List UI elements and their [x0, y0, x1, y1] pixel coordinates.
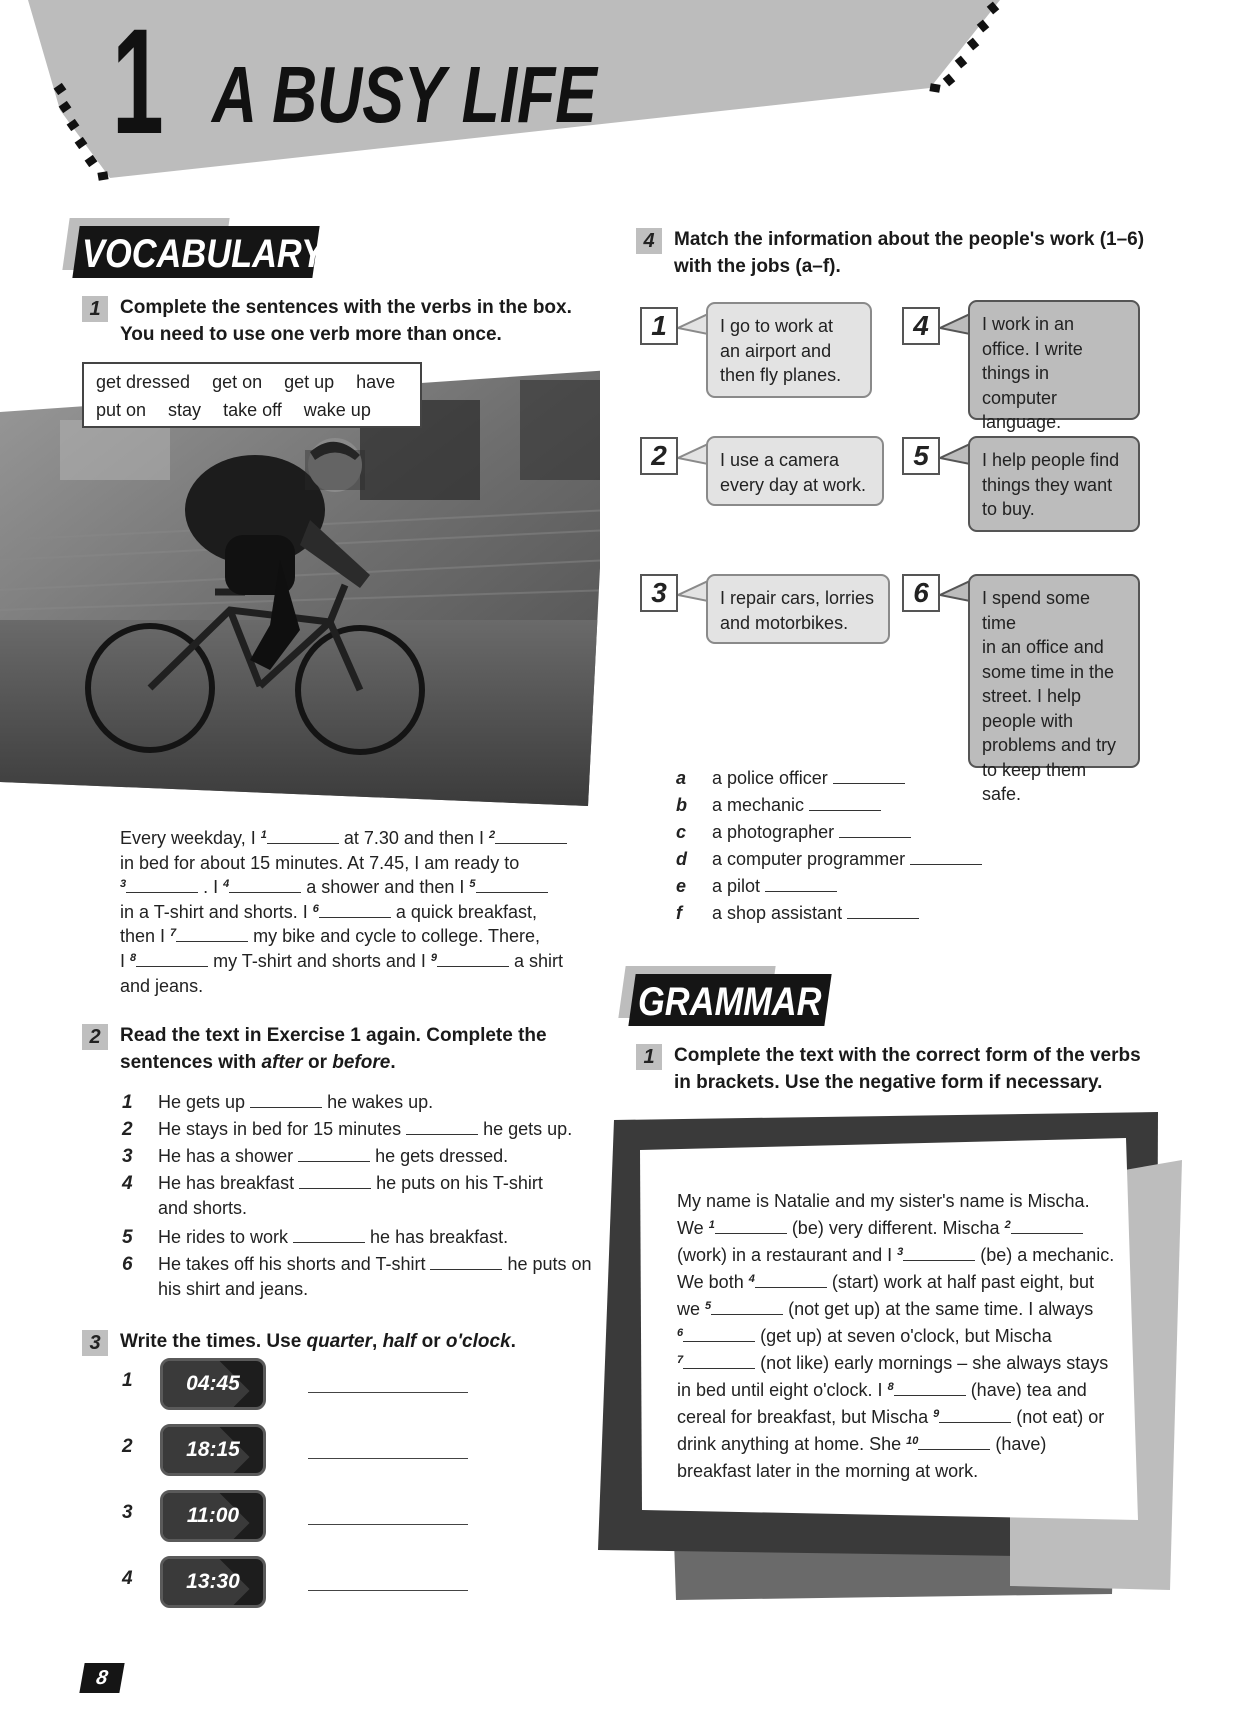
bubble-tail	[940, 312, 970, 336]
answer-gap[interactable]	[176, 926, 248, 942]
exercise-number: 1	[82, 296, 108, 322]
digital-clock: 18:15	[160, 1424, 266, 1476]
answer-gap[interactable]	[715, 1218, 787, 1234]
answer-gap[interactable]	[437, 951, 509, 967]
job-item: e a pilot	[676, 873, 1076, 900]
list-item: 6 He takes off his shorts and T-shirt he puts on his shirt and jeans.	[122, 1254, 592, 1299]
answer-line[interactable]	[308, 1458, 468, 1459]
bubble-tail	[678, 579, 708, 603]
answer-gap[interactable]	[476, 877, 548, 893]
answer-gap[interactable]	[847, 903, 919, 919]
exercise-instruction: Complete the text with the correct form of the verbs in brackets. Use the negative form if necessary.	[674, 1045, 1141, 1093]
header-banner	[0, 0, 1240, 200]
answer-line[interactable]	[308, 1524, 468, 1525]
speech-bubble: I spend some time in an office and some time in the street. I help people with problems and try to keep them safe.	[968, 574, 1140, 768]
clock-number: 3	[122, 1502, 133, 1523]
bubble-tail	[940, 442, 970, 466]
exercise-instruction: Read the text in Exercise 1 again. Complete the sentences with after or before.	[120, 1025, 547, 1073]
answer-gap[interactable]	[293, 1227, 365, 1243]
job-item: f a shop assistant	[676, 900, 1076, 927]
list-item: 5 He rides to work he has breakfast.	[122, 1227, 509, 1248]
ex1-text: Every weekday, I $^1$ at 7.30 and then I $^2$ in bed for about 15 minutes. At 7.45, I am ready to $^3$ . I $^4$ a shower and then I $^5$ in a T-shirt and shorts. I $^6$ a quick breakfast, then I $^7$ my bike and cycle to college. There, I $^8$ my T-shirt and shorts and I $^9$ a shirt and jeans.	[120, 826, 600, 998]
list-item: 2 He stays in bed for 15 minutes he gets up.	[122, 1119, 573, 1140]
speech-bubble: I go to work at an airport and then fly planes.	[706, 302, 872, 398]
answer-gap[interactable]	[765, 876, 837, 892]
answer-gap[interactable]	[839, 822, 911, 838]
answer-gap[interactable]	[267, 828, 339, 844]
answer-line[interactable]	[308, 1590, 468, 1591]
grammar-heading: GRAMMAR	[638, 980, 822, 1024]
bubble-number: 2	[640, 437, 678, 475]
clock-number: 1	[122, 1370, 133, 1391]
answer-gap[interactable]	[136, 951, 208, 967]
bubble-number: 3	[640, 574, 678, 612]
answer-gap[interactable]	[299, 1173, 371, 1189]
answer-gap[interactable]	[250, 1092, 322, 1108]
answer-gap[interactable]	[298, 1146, 370, 1162]
exercise-instruction: Match the information about the people's work (1–6) with the jobs (a–f).	[674, 229, 1145, 277]
exercise-instruction: Complete the sentences with the verbs in the box. You need to use one verb more than once.	[120, 297, 572, 345]
unit-title: A BUSY LIFE	[212, 50, 597, 139]
grammar-banner	[622, 966, 842, 1024]
bubble-tail	[678, 312, 708, 336]
clock-number: 2	[122, 1436, 133, 1457]
word-box: get dressed get on get up have put on stay take off wake up	[82, 362, 422, 428]
list-item: 4 He has breakfast he puts on his T-shirt and shorts.	[122, 1173, 543, 1218]
bubble-tail	[678, 442, 708, 466]
answer-gap[interactable]	[1011, 1218, 1083, 1234]
exercise-number: 1	[636, 1044, 662, 1070]
digital-clock: 04:45	[160, 1358, 266, 1410]
job-item: b a mechanic	[676, 792, 1076, 819]
page-number: 8	[79, 1663, 124, 1693]
answer-gap[interactable]	[903, 1245, 975, 1261]
list-item: 1 He gets up he wakes up.	[122, 1092, 434, 1113]
job-item: c a photographer	[676, 819, 1076, 846]
answer-gap[interactable]	[910, 849, 982, 865]
exercise-number: 2	[82, 1024, 108, 1050]
speech-bubble: I help people find things they want to buy.	[968, 436, 1140, 532]
answer-gap[interactable]	[229, 877, 301, 893]
job-item: a a police officer	[676, 765, 1076, 792]
vocabulary-banner	[66, 218, 326, 276]
answer-gap[interactable]	[683, 1353, 755, 1369]
answer-gap[interactable]	[126, 877, 198, 893]
exercise-number: 3	[82, 1330, 108, 1356]
unit-number: 1	[112, 0, 162, 165]
answer-gap[interactable]	[406, 1119, 478, 1135]
exercise-number: 4	[636, 228, 662, 254]
bubble-number: 1	[640, 307, 678, 345]
answer-gap[interactable]	[711, 1299, 783, 1315]
answer-line[interactable]	[308, 1392, 468, 1393]
exercise-instruction: Write the times. Use quarter, half or o'clock.	[120, 1331, 516, 1352]
answer-gap[interactable]	[319, 902, 391, 918]
speech-bubble: I work in an office. I write things in computer language.	[968, 300, 1140, 420]
speech-bubble: I repair cars, lorries and motorbikes.	[706, 574, 890, 644]
answer-gap[interactable]	[833, 768, 905, 784]
answer-gap[interactable]	[939, 1407, 1011, 1423]
bubble-number: 5	[902, 437, 940, 475]
digital-clock: 11:00	[160, 1490, 266, 1542]
answer-gap[interactable]	[430, 1254, 502, 1270]
bubble-tail	[940, 579, 970, 603]
answer-gap[interactable]	[495, 828, 567, 844]
digital-clock: 13:30	[160, 1556, 266, 1608]
answer-gap[interactable]	[894, 1380, 966, 1396]
answer-gap[interactable]	[918, 1434, 990, 1450]
answer-gap[interactable]	[755, 1272, 827, 1288]
job-item: d a computer programmer	[676, 846, 1076, 873]
answer-gap[interactable]	[809, 795, 881, 811]
vocabulary-heading: VOCABULARY	[82, 232, 325, 276]
answer-gap[interactable]	[683, 1326, 755, 1342]
clock-number: 4	[122, 1568, 133, 1589]
bubble-number: 4	[902, 307, 940, 345]
list-item: 3 He has a shower he gets dressed.	[122, 1146, 509, 1167]
bubble-number: 6	[902, 574, 940, 612]
speech-bubble: I use a camera every day at work.	[706, 436, 884, 506]
grammar-text: My name is Natalie and my sister's name is Mischa. We $^1$ (be) very different. Mischa $^2$ (work) in a restaurant and I $^3$ (be) a mechanic. We both $^4$ (start) work at half past eight, but we $^5$ (not get up) at the same time. I always $^6$ (get up) at seven o'clock, but Mischa $^7$ (not like) early mornings – she always stays in bed until eight o'clock. I $^8$ (have) tea and cereal for breakfast, but Mischa $^9$ (not eat) or drink anything at home. She $^{10}$ (have) breakfast later in the morning at work.	[677, 1191, 1115, 1481]
